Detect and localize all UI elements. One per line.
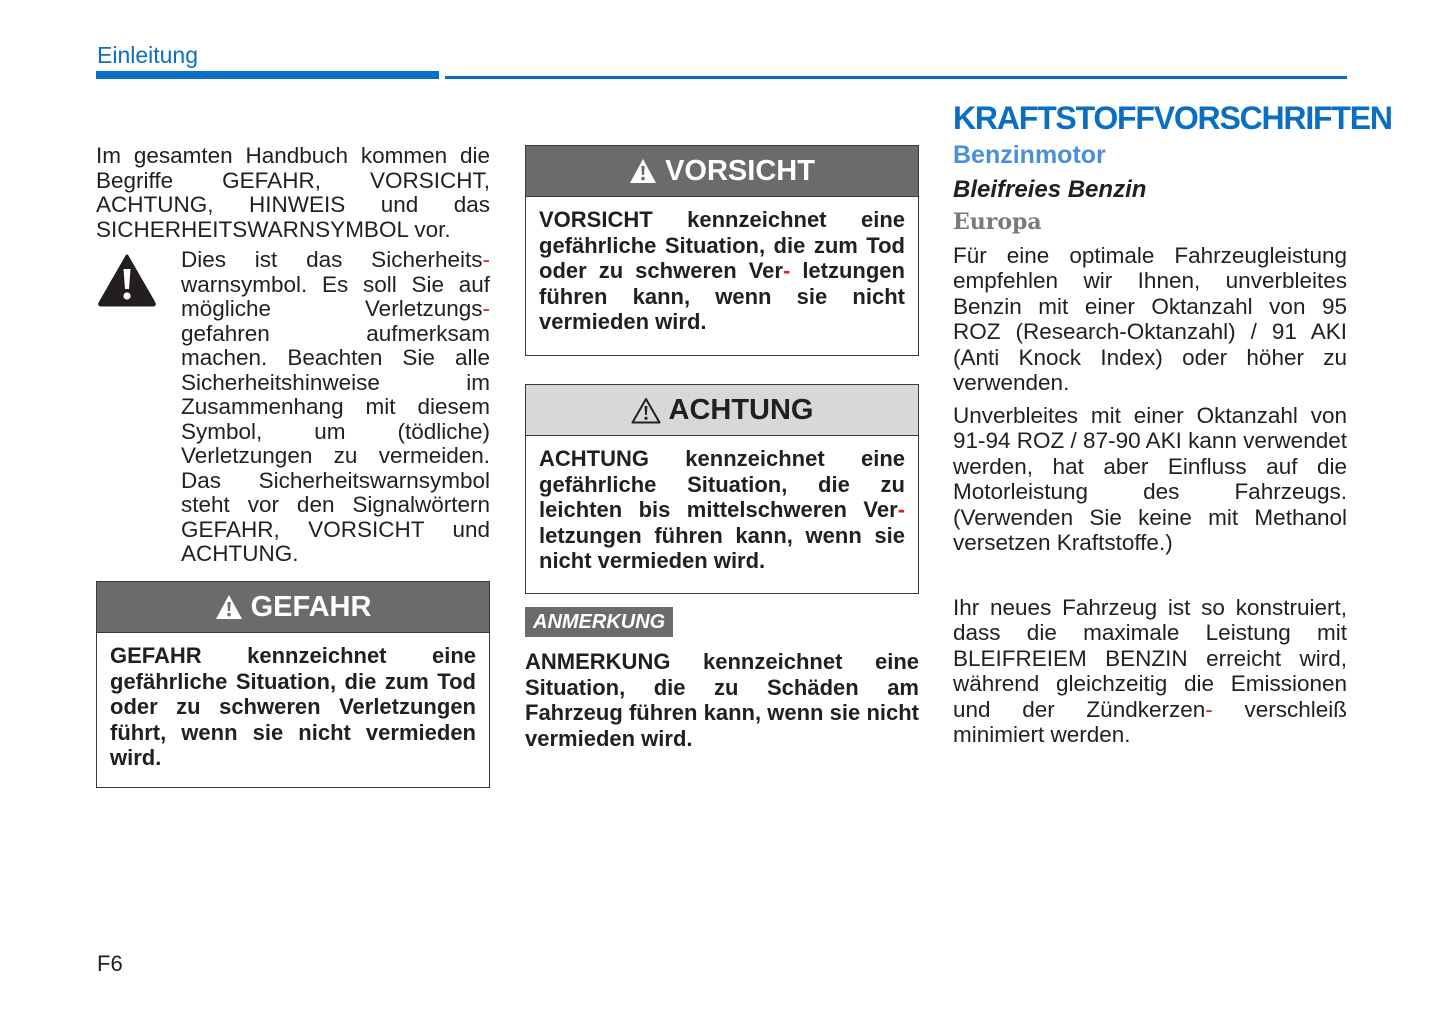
fuel-paragraph-3-part-b: verschleiß minimiert werden. [953, 696, 1347, 748]
section-title: Einleitung [97, 42, 199, 68]
fuel-paragraph-2: Unverbleites mit einer Oktanzahl von 91-94 ROZ / 87-90 AKI kann verwendet werden, hat aber Einfluss auf die Motorleistung des Fahrzeugs. (Verwenden Sie keine mit Methanol versetzen Kraftstoffe.) [953, 403, 1347, 556]
warning-triangle-icon [629, 158, 657, 184]
vorsicht-label: VORSICHT [665, 154, 815, 187]
symbol-text-part-c: gefahren aufmerksam machen. Beachten Sie alle Sicherheitshinweise im Zusammenhang mit diesem Symbol, um (tödliche) Verletzungen zu vermeiden. Das Sicherheitswarnsymbol steht vor den Signalwörtern GEFAHR, VORSICHT und ACHTUNG. [181, 320, 490, 566]
vorsicht-text-part-a: VORSICHT kennzeichnet eine gefährliche Situation, die zum Tod oder zu schweren Ver [539, 207, 905, 283]
gefahr-text: GEFAHR kennzeichnet eine gefährliche Situation, die zum Tod oder zu schweren Verletzungen führt, wenn sie nicht vermieden wird. [110, 643, 476, 770]
gefahr-box [96, 581, 490, 788]
anmerkung-badge: ANMERKUNG [525, 607, 673, 637]
warning-triangle-icon [97, 253, 157, 307]
symbol-text-part-a: Dies ist das Sicherheits [181, 247, 483, 272]
sub-sub-heading: Bleifreies Benzin [953, 176, 1147, 203]
fuel-paragraph-1: Für eine optimale Fahrzeugleistung empfehlen wir Ihnen, unverbleites Benzin mit einer Oktanzahl von 95 ROZ (Research-Oktanzahl) / 91 AKI (Anti Knock Index) oder höher zu verwenden. [953, 243, 1347, 396]
anmerkung-text: ANMERKUNG kennzeichnet eine Situation, die zu Schäden am Fahrzeug führen kann, wenn sie nicht vermieden wird. [525, 649, 919, 751]
achtung-text: ACHTUNG kennzeichnet eine gefährliche Situation, die zu leichten bis mittelschweren Ver- letzungen führen kann, wenn sie nicht vermieden wird. [539, 446, 905, 573]
main-heading: KRAFTSTOFFVORSCHRIFTEN [953, 100, 1392, 136]
achtung-box [525, 384, 919, 594]
achtung-header [526, 385, 918, 436]
symbol-explanation: Dies ist das Sicherheits- warnsymbol. Es soll Sie auf mögliche Verletzungs- gefahren aufmerksam machen. Beachten Sie alle Sicherheitshinweise im Zusammenhang mit diesem Symbol, um (tödliche) Verletzungen zu vermeiden. Das Sicherheitswarnsymbol steht vor den Signalwörtern GEFAHR, VORSICHT und ACHTUNG. [181, 247, 490, 566]
sub-heading: Benzinmotor [953, 141, 1106, 169]
achtung-text-part-b: letzungen führen kann, wenn sie nicht vermieden wird. [539, 522, 905, 573]
header-bar-thin [445, 76, 1347, 79]
vorsicht-text: VORSICHT kennzeichnet eine gefährliche Situation, die zum Tod oder zu schweren Ver- letzungen führen kann, wenn sie nicht vermieden wird. [539, 207, 905, 334]
vorsicht-text-part-b: letzungen führen kann, wenn sie nicht vermieden wird. [539, 258, 905, 334]
warning-triangle-icon [215, 594, 243, 620]
fuel-paragraph-3-part-a: Ihr neues Fahrzeug ist so konstruiert, dass die maximale Leistung mit BLEIFREIEM BENZIN erreicht wird, während gleichzeitig die Emissionen und der Zündkerzen [953, 595, 1347, 722]
intro-paragraph: Im gesamten Handbuch kommen die Begriffe GEFAHR, VORSICHT, ACHTUNG, HINWEIS und das SICHERHEITSWARNSYMBOL vor. [96, 143, 490, 242]
header-bar-thick [96, 71, 439, 79]
fuel-paragraph-3: Ihr neues Fahrzeug ist so konstruiert, dass die maximale Leistung mit BLEIFREIEM BENZIN erreicht wird, während gleichzeitig die Emissionen und der Zündkerzen- verschleiß minimiert werden. [953, 595, 1347, 748]
achtung-label: ACHTUNG [668, 393, 814, 426]
warning-triangle-outline-icon [631, 397, 661, 424]
vorsicht-box [525, 145, 919, 356]
symbol-text-part-b: warnsymbol. Es soll Sie auf mögliche Verletzungs [181, 271, 490, 321]
gefahr-header [97, 582, 489, 633]
page-number: F6 [97, 951, 123, 976]
gefahr-label: GEFAHR [250, 590, 372, 623]
region-label: Europa [953, 209, 1042, 235]
achtung-text-part-a: ACHTUNG kennzeichnet eine gefährliche Situation, die zu leichten bis mittelschweren Ver [539, 446, 905, 522]
vorsicht-header [526, 146, 918, 197]
